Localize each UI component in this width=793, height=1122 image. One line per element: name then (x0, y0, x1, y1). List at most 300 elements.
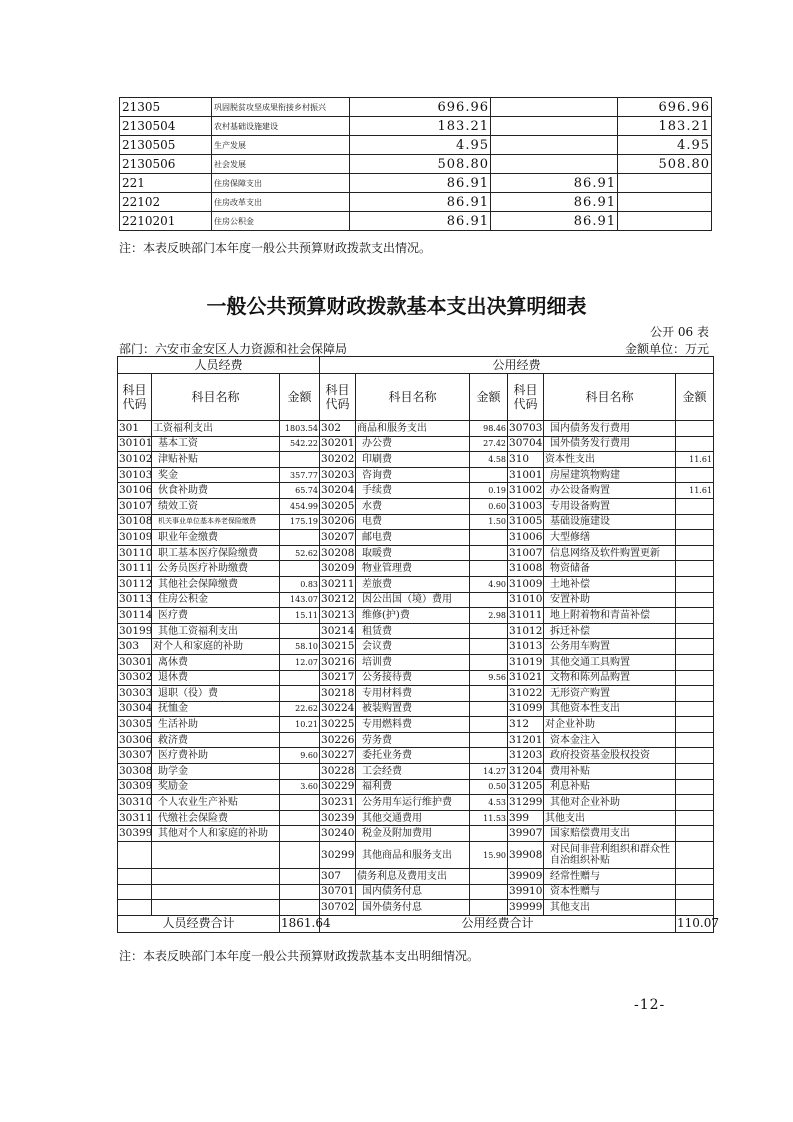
subject-name: 生产发展 (212, 136, 350, 155)
project-amount: 4.95 (618, 136, 712, 155)
capital-code: 31201 (508, 732, 544, 748)
project-amount: 508.80 (618, 155, 712, 174)
capital-code: 31013 (508, 639, 544, 655)
table-row (118, 670, 714, 686)
personnel-code: 30111 (118, 561, 152, 577)
personnel-name: 助学金 (152, 764, 280, 780)
public-name: 国内债务付息 (356, 884, 470, 900)
public-name: 维修(护)费 (356, 608, 470, 624)
personnel-name: 代缴社会保险费 (152, 810, 280, 826)
personnel-name: 公务员医疗补助缴费 (152, 561, 280, 577)
public-amount (470, 545, 508, 561)
capital-amount (676, 869, 714, 885)
public-code: 30205 (320, 498, 356, 514)
public-amount: 27.42 (470, 436, 508, 452)
capital-amount (676, 576, 714, 592)
total-amount: 86.91 (350, 193, 491, 212)
personnel-amount (280, 884, 320, 900)
capital-name: 资本性支出 (544, 452, 676, 468)
page-title: 一般公共预算财政拨款基本支出决算明细表 (206, 294, 587, 318)
capital-code: 31099 (508, 701, 544, 717)
capital-code: 31205 (508, 779, 544, 795)
public-amount (470, 701, 508, 717)
subject-name: 农村基础设施建设 (212, 117, 350, 136)
capital-amount (676, 701, 714, 717)
table-row (118, 654, 714, 670)
public-amount (470, 826, 508, 842)
capital-amount (676, 779, 714, 795)
basic-amount (491, 98, 618, 117)
capital-name: 其他对企业补助 (544, 795, 676, 811)
capital-amount (676, 686, 714, 702)
public-code: 30228 (320, 764, 356, 780)
capital-amount (676, 826, 714, 842)
capital-name: 公务用车购置 (544, 639, 676, 655)
project-amount: 696.96 (618, 98, 712, 117)
table-row (120, 98, 712, 117)
public-amount: 98.46 (470, 421, 508, 437)
personnel-name: 绩效工资 (152, 498, 280, 514)
capital-code: 31001 (508, 467, 544, 483)
capital-code: 31011 (508, 608, 544, 624)
capital-amount (676, 545, 714, 561)
public-amount (470, 884, 508, 900)
personnel-name (152, 884, 280, 900)
capital-code: 39907 (508, 826, 544, 842)
personnel-code: 30114 (118, 608, 152, 624)
public-code: 30216 (320, 654, 356, 670)
capital-code: 31299 (508, 795, 544, 811)
personnel-code: 303 (118, 639, 152, 655)
personnel-amount: 454.99 (280, 498, 320, 514)
personnel-amount: 22.62 (280, 701, 320, 717)
table-row (118, 779, 714, 795)
personnel-name: 对个人和家庭的补助 (152, 639, 280, 655)
capital-amount (676, 654, 714, 670)
public-code: 30212 (320, 592, 356, 608)
personnel-amount (280, 764, 320, 780)
public-code: 30213 (320, 608, 356, 624)
personnel-code: 30303 (118, 686, 152, 702)
personnel-code: 30102 (118, 452, 152, 468)
public-amount: 4.58 (470, 452, 508, 468)
personnel-amount: 1803.54 (280, 421, 320, 437)
capital-amount (676, 467, 714, 483)
header-name: 科目名称 (544, 374, 676, 421)
project-amount (618, 212, 712, 231)
detail-table-note: 注：本表反映部门本年度一般公共预算财政拨款基本支出明细情况。 (119, 949, 480, 963)
public-name: 手续费 (356, 483, 470, 499)
public-code: 30201 (320, 436, 356, 452)
public-code: 30240 (320, 826, 356, 842)
total-amount: 86.91 (350, 174, 491, 193)
department-label: 部门：六安市金安区人力资源和社会保障局 (119, 342, 348, 356)
public-name: 物业管理费 (356, 561, 470, 577)
table-row (120, 155, 712, 174)
personnel-code (118, 842, 152, 869)
public-name: 水费 (356, 498, 470, 514)
capital-code: 31204 (508, 764, 544, 780)
capital-amount (676, 795, 714, 811)
total-amount: 4.95 (350, 136, 491, 155)
public-code: 30218 (320, 686, 356, 702)
personnel-amount: 9.60 (280, 748, 320, 764)
public-code: 30208 (320, 545, 356, 561)
public-code: 30203 (320, 467, 356, 483)
public-amount: 4.90 (470, 576, 508, 592)
basic-expenditure-detail-table (117, 356, 720, 933)
capital-code: 31021 (508, 670, 544, 686)
personnel-name (152, 869, 280, 885)
personnel-name: 救济费 (152, 732, 280, 748)
capital-code: 39909 (508, 869, 544, 885)
personnel-code: 30199 (118, 623, 152, 639)
capital-name: 信息网络及软件购置更新 (544, 545, 676, 561)
public-name: 其他交通费用 (356, 810, 470, 826)
public-name: 取暖费 (356, 545, 470, 561)
table-row (118, 623, 714, 639)
personnel-code: 30311 (118, 810, 152, 826)
personnel-amount (280, 623, 320, 639)
table-row (118, 795, 714, 811)
personnel-code: 30112 (118, 576, 152, 592)
public-name: 办公费 (356, 436, 470, 452)
capital-amount (676, 436, 714, 452)
public-amount (470, 686, 508, 702)
group-personnel: 人员经费 (118, 357, 320, 374)
capital-amount (676, 732, 714, 748)
table-row (118, 686, 714, 702)
public-amount (470, 561, 508, 577)
personnel-amount: 10.21 (280, 717, 320, 733)
public-name: 租赁费 (356, 623, 470, 639)
personnel-name: 其他社会保障缴费 (152, 576, 280, 592)
capital-amount (676, 623, 714, 639)
capital-amount (676, 592, 714, 608)
public-code: 30214 (320, 623, 356, 639)
personnel-amount: 15.11 (280, 608, 320, 624)
personnel-amount (280, 826, 320, 842)
capital-code: 312 (508, 717, 544, 733)
capital-code: 39908 (508, 842, 544, 869)
public-name: 被装购置费 (356, 701, 470, 717)
capital-amount (676, 764, 714, 780)
public-amount (470, 748, 508, 764)
capital-amount (676, 639, 714, 655)
public-code: 30299 (320, 842, 356, 869)
personnel-name: 奖励金 (152, 779, 280, 795)
public-name: 咨询费 (356, 467, 470, 483)
total-amount: 696.96 (350, 98, 491, 117)
capital-name: 拆迁补偿 (544, 623, 676, 639)
public-amount: 1.50 (470, 514, 508, 530)
capital-name: 物资储备 (544, 561, 676, 577)
public-name: 国外债务付息 (356, 900, 470, 916)
detail-table-body (118, 421, 714, 916)
personnel-amount: 52.62 (280, 545, 320, 561)
subject-name: 社会发展 (212, 155, 350, 174)
total-amount: 508.80 (350, 155, 491, 174)
capital-name: 土地补偿 (544, 576, 676, 592)
table-row (118, 498, 714, 514)
public-amount: 2.98 (470, 608, 508, 624)
personnel-amount (280, 732, 320, 748)
public-code: 30224 (320, 701, 356, 717)
public-name: 公务用车运行维护费 (356, 795, 470, 811)
basic-amount (491, 155, 618, 174)
personnel-name: 其他对个人和家庭的补助 (152, 826, 280, 842)
public-name: 培训费 (356, 654, 470, 670)
personnel-amount (280, 670, 320, 686)
total-public-label: 公用经费合计 (320, 915, 676, 932)
personnel-code (118, 900, 152, 916)
table-row (118, 764, 714, 780)
capital-amount: 11.61 (676, 452, 714, 468)
personnel-amount: 175.19 (280, 514, 320, 530)
table-row (118, 483, 714, 499)
project-amount (618, 174, 712, 193)
subject-name: 住房公积金 (212, 212, 350, 231)
subject-code: 2130505 (120, 136, 212, 155)
personnel-name: 工资福利支出 (152, 421, 280, 437)
subject-code: 2210201 (120, 212, 212, 231)
basic-amount: 86.91 (491, 193, 618, 212)
capital-code: 31009 (508, 576, 544, 592)
public-name: 专用材料费 (356, 686, 470, 702)
subject-code: 221 (120, 174, 212, 193)
public-name: 印刷费 (356, 452, 470, 468)
public-name: 委托业务费 (356, 748, 470, 764)
capital-name: 资本金注入 (544, 732, 676, 748)
public-code: 30702 (320, 900, 356, 916)
header-code: 科目代码 (508, 374, 544, 421)
capital-code: 31019 (508, 654, 544, 670)
capital-code: 31203 (508, 748, 544, 764)
capital-amount (676, 498, 714, 514)
capital-name: 房屋建筑物购建 (544, 467, 676, 483)
capital-amount (676, 884, 714, 900)
personnel-code: 301 (118, 421, 152, 437)
public-code: 30239 (320, 810, 356, 826)
total-personnel-amount: 1861.64 (281, 916, 331, 931)
basic-amount: 86.91 (491, 212, 618, 231)
personnel-name: 退职（役）费 (152, 686, 280, 702)
public-code: 30226 (320, 732, 356, 748)
public-name: 因公出国（境）费用 (356, 592, 470, 608)
personnel-amount: 0.83 (280, 576, 320, 592)
capital-amount (676, 670, 714, 686)
public-name: 差旅费 (356, 576, 470, 592)
personnel-code: 30305 (118, 717, 152, 733)
header-code: 科目代码 (118, 374, 152, 421)
table-row (118, 452, 714, 468)
personnel-code: 30301 (118, 654, 152, 670)
public-code: 30229 (320, 779, 356, 795)
table-note: 注：本表反映部门本年度一般公共预算财政拨款支出情况。 (119, 241, 432, 255)
personnel-amount (280, 530, 320, 546)
header-amount: 金额 (280, 374, 320, 421)
capital-name: 经常性赠与 (544, 869, 676, 885)
personnel-name: 医疗费 (152, 608, 280, 624)
public-name: 债务利息及费用支出 (356, 869, 470, 885)
public-code: 30231 (320, 795, 356, 811)
table-row (118, 900, 714, 916)
capital-name: 国外债务发行费用 (544, 436, 676, 452)
personnel-code: 30101 (118, 436, 152, 452)
table-row (118, 748, 714, 764)
header-name: 科目名称 (152, 374, 280, 421)
group-public: 公用经费 (320, 357, 714, 374)
public-name: 公务接待费 (356, 670, 470, 686)
public-amount (470, 639, 508, 655)
subject-name: 巩固脱贫攻坚成果衔接乡村振兴 (212, 98, 350, 117)
table-row (120, 174, 712, 193)
capital-name: 基础设施建设 (544, 514, 676, 530)
public-code: 307 (320, 869, 356, 885)
personnel-name: 职工基本医疗保险缴费 (152, 545, 280, 561)
personnel-amount (280, 452, 320, 468)
public-code: 30211 (320, 576, 356, 592)
public-amount: 14.27 (470, 764, 508, 780)
public-code: 30217 (320, 670, 356, 686)
personnel-amount (280, 561, 320, 577)
public-amount (470, 467, 508, 483)
personnel-code: 30302 (118, 670, 152, 686)
public-code: 30225 (320, 717, 356, 733)
table-row (118, 608, 714, 624)
capital-name: 其他支出 (544, 810, 676, 826)
personnel-amount: 542.22 (280, 436, 320, 452)
header-name: 科目名称 (356, 374, 470, 421)
personnel-amount (280, 900, 320, 916)
capital-code: 31012 (508, 623, 544, 639)
personnel-name: 津贴补贴 (152, 452, 280, 468)
total-amount: 183.21 (350, 117, 491, 136)
capital-amount (676, 608, 714, 624)
capital-name: 利息补贴 (544, 779, 676, 795)
capital-name: 资本性赠与 (544, 884, 676, 900)
basic-amount: 86.91 (491, 174, 618, 193)
public-amount (470, 732, 508, 748)
total-public-amount: 110.07 (677, 916, 720, 931)
public-name: 福利费 (356, 779, 470, 795)
public-name: 商品和服务支出 (356, 421, 470, 437)
public-name: 税金及附加费用 (356, 826, 470, 842)
personnel-name: 退休费 (152, 670, 280, 686)
table-row (118, 545, 714, 561)
personnel-code: 30108 (118, 514, 152, 530)
capital-code: 31022 (508, 686, 544, 702)
capital-name: 对企业补助 (544, 717, 676, 733)
capital-code: 31003 (508, 498, 544, 514)
capital-amount (676, 530, 714, 546)
page-number: -12- (634, 997, 666, 1013)
total-personnel-label: 人员经费合计 (118, 915, 280, 932)
table-row (118, 436, 714, 452)
personnel-code (118, 869, 152, 885)
capital-code: 31005 (508, 514, 544, 530)
public-code: 30227 (320, 748, 356, 764)
subject-code: 21305 (120, 98, 212, 117)
subject-name: 住房保障支出 (212, 174, 350, 193)
table-row (118, 514, 714, 530)
table-row (118, 561, 714, 577)
header-amount: 金额 (676, 374, 714, 421)
capital-amount: 11.61 (676, 483, 714, 499)
public-code: 30215 (320, 639, 356, 655)
capital-code: 31007 (508, 545, 544, 561)
public-code: 30204 (320, 483, 356, 499)
public-name: 电费 (356, 514, 470, 530)
project-amount: 183.21 (618, 117, 712, 136)
table-row (118, 884, 714, 900)
public-amount: 11.53 (470, 810, 508, 826)
public-amount: 15.90 (470, 842, 508, 869)
personnel-amount (280, 810, 320, 826)
personnel-amount: 65.74 (280, 483, 320, 499)
header-code: 科目代码 (320, 374, 356, 421)
public-amount (470, 654, 508, 670)
continued-expenditure-table (119, 97, 712, 231)
header-amount: 金额 (470, 374, 508, 421)
capital-name: 其他交通工具购置 (544, 654, 676, 670)
public-name: 工会经费 (356, 764, 470, 780)
personnel-name: 职业年金缴费 (152, 530, 280, 546)
personnel-code: 30310 (118, 795, 152, 811)
capital-code: 31010 (508, 592, 544, 608)
capital-name: 国家赔偿费用支出 (544, 826, 676, 842)
public-amount: 0.60 (470, 498, 508, 514)
capital-amount (676, 514, 714, 530)
capital-code: 310 (508, 452, 544, 468)
personnel-code: 30109 (118, 530, 152, 546)
public-name: 劳务费 (356, 732, 470, 748)
table-row (120, 136, 712, 155)
unit-label: 金额单位：万元 (624, 342, 709, 356)
personnel-amount (280, 686, 320, 702)
capital-name: 大型修缮 (544, 530, 676, 546)
personnel-code: 30399 (118, 826, 152, 842)
public-code: 30701 (320, 884, 356, 900)
personnel-name: 抚恤金 (152, 701, 280, 717)
table-row (118, 869, 714, 885)
personnel-name: 基本工资 (152, 436, 280, 452)
table-code: 公开 06 表 (650, 325, 709, 339)
capital-amount (676, 810, 714, 826)
public-amount: 0.19 (470, 483, 508, 499)
public-amount: 4.53 (470, 795, 508, 811)
personnel-code: 30306 (118, 732, 152, 748)
public-amount: 9.56 (470, 670, 508, 686)
continued-table-body (120, 98, 712, 231)
personnel-amount: 58.10 (280, 639, 320, 655)
capital-name: 安置补助 (544, 592, 676, 608)
personnel-name: 生活补助 (152, 717, 280, 733)
personnel-code: 30103 (118, 467, 152, 483)
public-name: 会议费 (356, 639, 470, 655)
project-amount (618, 193, 712, 212)
personnel-name: 其他工资福利支出 (152, 623, 280, 639)
public-amount: 0.50 (470, 779, 508, 795)
total-amount: 86.91 (350, 212, 491, 231)
public-code: 30202 (320, 452, 356, 468)
capital-amount (676, 900, 714, 916)
capital-code: 399 (508, 810, 544, 826)
capital-name: 专用设备购置 (544, 498, 676, 514)
capital-amount (676, 561, 714, 577)
table-row (118, 467, 714, 483)
capital-code: 30704 (508, 436, 544, 452)
